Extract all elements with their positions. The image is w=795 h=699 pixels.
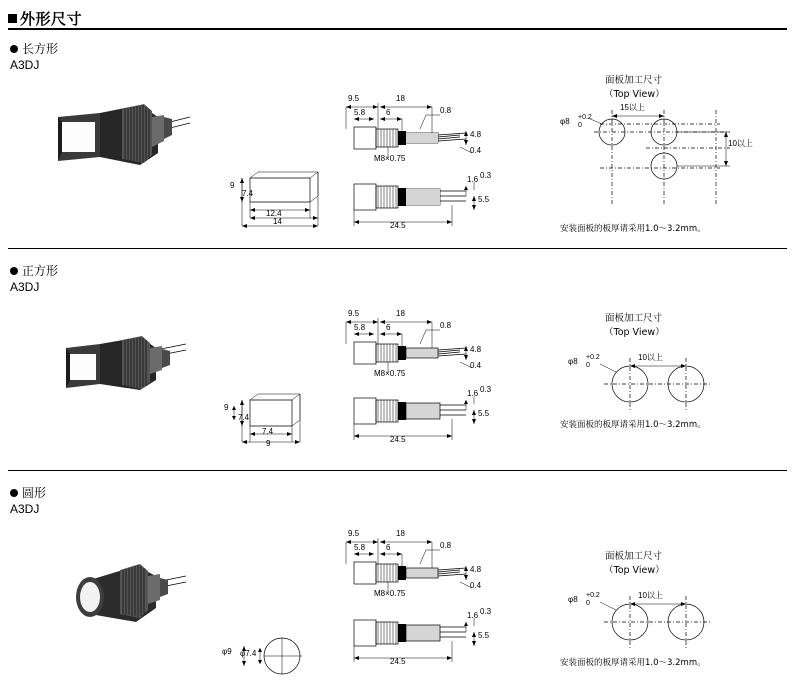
dim-6-label-3: 6 bbox=[386, 543, 391, 552]
front-view-rectangular bbox=[228, 170, 338, 232]
dim-0-8-label-2: 0.8 bbox=[440, 321, 452, 330]
phi8-tol-lo-1: 0 bbox=[578, 122, 582, 129]
product-photo-square bbox=[44, 328, 184, 408]
bullet-icon bbox=[10, 489, 18, 497]
side-view-bottom-rectangular bbox=[340, 172, 490, 234]
phi8-label-1: φ8 bbox=[560, 117, 570, 126]
section-divider-1 bbox=[8, 248, 787, 249]
dim-5-8-label-2: 5.8 bbox=[354, 323, 366, 332]
section-model-1: A3DJ bbox=[10, 58, 40, 72]
section-heading-2: 正方形 bbox=[10, 262, 58, 279]
dim-6-label-1: 6 bbox=[386, 108, 391, 117]
phi7-4-label-3: φ7.4 bbox=[240, 649, 257, 658]
dim-9-5-label-1: 9.5 bbox=[348, 94, 360, 103]
front-view-square bbox=[224, 392, 334, 454]
phi8-tol-lo-2: 0 bbox=[586, 362, 590, 369]
dim-24-5-label-2: 24.5 bbox=[390, 435, 406, 444]
page-title: 外形尺寸 bbox=[8, 8, 82, 29]
dim-0-8-label-1: 0.8 bbox=[440, 106, 452, 115]
dim-0-4-label-2: 0.4 bbox=[470, 361, 482, 370]
dim-10-label-1: 10以上 bbox=[728, 139, 753, 148]
dim-5-5-label-1: 5.5 bbox=[478, 195, 490, 204]
phi8-label-2: φ8 bbox=[568, 357, 578, 366]
dim-15-label-1: 15以上 bbox=[620, 103, 645, 112]
dim-5-8-label-1: 5.8 bbox=[354, 108, 366, 117]
panel-note-3: 安装面板的板厚请采用1.0～3.2mm。 bbox=[560, 658, 706, 668]
thread-label-3: M8×0.75 bbox=[374, 589, 406, 598]
dim-0-3-label-2: 0.3 bbox=[480, 385, 492, 394]
phi9-label-3: φ9 bbox=[222, 647, 232, 656]
side-view-top-square bbox=[340, 310, 480, 390]
section-heading-3: 圆形 bbox=[10, 484, 46, 501]
panel-title-line1-3: 面板加工尺寸 bbox=[605, 551, 663, 562]
dim-9-label-1: 9 bbox=[230, 181, 235, 190]
dim-1-6-label-1: 1.6 bbox=[467, 175, 479, 184]
panel-note-1: 安装面板的板厚请采用1.0～3.2mm。 bbox=[560, 224, 706, 234]
panel-title-line2-3: （Top View） bbox=[604, 565, 665, 576]
phi8-tol-up-2: +0.2 bbox=[586, 354, 600, 361]
dim-24-5-label-1: 24.5 bbox=[390, 221, 406, 230]
dim-0-4-label-1: 0.4 bbox=[470, 146, 482, 155]
panel-title-line1-1: 面板加工尺寸 bbox=[605, 75, 663, 86]
thread-label-1: M8×0.75 bbox=[374, 154, 406, 163]
dim-14-label-1: 14 bbox=[273, 217, 282, 226]
square-bullet-icon bbox=[8, 14, 17, 23]
dim-9-bottom-label-2: 9 bbox=[266, 439, 271, 448]
front-view-round bbox=[216, 632, 336, 690]
side-view-bottom-round bbox=[340, 608, 490, 670]
section-model-2: A3DJ bbox=[10, 280, 40, 294]
dim-10-label-2: 10以上 bbox=[638, 353, 663, 362]
dim-0-3-label-1: 0.3 bbox=[480, 171, 492, 180]
dim-1-6-label-2: 1.6 bbox=[467, 389, 479, 398]
phi8-tol-up-3: +0.2 bbox=[586, 592, 600, 599]
dim-7-4-label-1: 7.4 bbox=[242, 189, 254, 198]
product-photo-rectangular bbox=[40, 95, 180, 185]
dim-18-label-3: 18 bbox=[396, 529, 405, 538]
dim-24-5-label-3: 24.5 bbox=[390, 657, 406, 666]
phi8-tol-lo-3: 0 bbox=[586, 600, 590, 607]
side-view-bottom-square bbox=[340, 386, 490, 448]
dim-9-left-label-2: 9 bbox=[224, 403, 229, 412]
dim-0-3-label-3: 0.3 bbox=[480, 607, 492, 616]
dim-4-8-label-2: 4.8 bbox=[470, 345, 482, 354]
dim-4-8-label-3: 4.8 bbox=[470, 565, 482, 574]
section-divider-2 bbox=[8, 470, 787, 471]
section-heading-1: 长方形 bbox=[10, 40, 58, 57]
phi8-label-3: φ8 bbox=[568, 595, 578, 604]
dim-0-8-label-3: 0.8 bbox=[440, 541, 452, 550]
dim-4-8-label-1: 4.8 bbox=[470, 130, 482, 139]
panel-note-2: 安装面板的板厚请采用1.0～3.2mm。 bbox=[560, 420, 706, 430]
panel-title-line2-2: （Top View） bbox=[604, 327, 665, 338]
dim-1-6-label-3: 1.6 bbox=[467, 611, 479, 620]
dim-7-4-label-2: 7.4 bbox=[238, 413, 250, 422]
dim-9-5-label-2: 9.5 bbox=[348, 309, 360, 318]
panel-title-line1-2: 面板加工尺寸 bbox=[605, 313, 663, 324]
dim-6-label-2: 6 bbox=[386, 323, 391, 332]
title-rule bbox=[8, 28, 787, 30]
bullet-icon bbox=[10, 45, 18, 53]
panel-title-line2-1: （Top View） bbox=[604, 89, 665, 100]
thread-label-2: M8×0.75 bbox=[374, 369, 406, 378]
dim-5-5-label-2: 5.5 bbox=[478, 409, 490, 418]
dim-7-4b-label-2: 7.4 bbox=[262, 427, 274, 436]
section-model-3: A3DJ bbox=[10, 502, 40, 516]
page-title-bar bbox=[8, 6, 787, 30]
side-view-top-round bbox=[340, 530, 480, 610]
product-photo-round bbox=[40, 552, 180, 652]
bullet-icon bbox=[10, 267, 18, 275]
dim-12-4-label-1: 12.4 bbox=[266, 209, 282, 218]
dim-10-label-3: 10以上 bbox=[638, 591, 663, 600]
dim-9-5-label-3: 9.5 bbox=[348, 529, 360, 538]
side-view-top-rectangular bbox=[340, 95, 480, 175]
dim-5-8-label-3: 5.8 bbox=[354, 543, 366, 552]
dim-0-4-label-3: 0.4 bbox=[470, 581, 482, 590]
dim-18-label-1: 18 bbox=[396, 94, 405, 103]
dim-5-5-label-3: 5.5 bbox=[478, 631, 490, 640]
dim-18-label-2: 18 bbox=[396, 309, 405, 318]
phi8-tol-up-1: +0.2 bbox=[578, 114, 592, 121]
